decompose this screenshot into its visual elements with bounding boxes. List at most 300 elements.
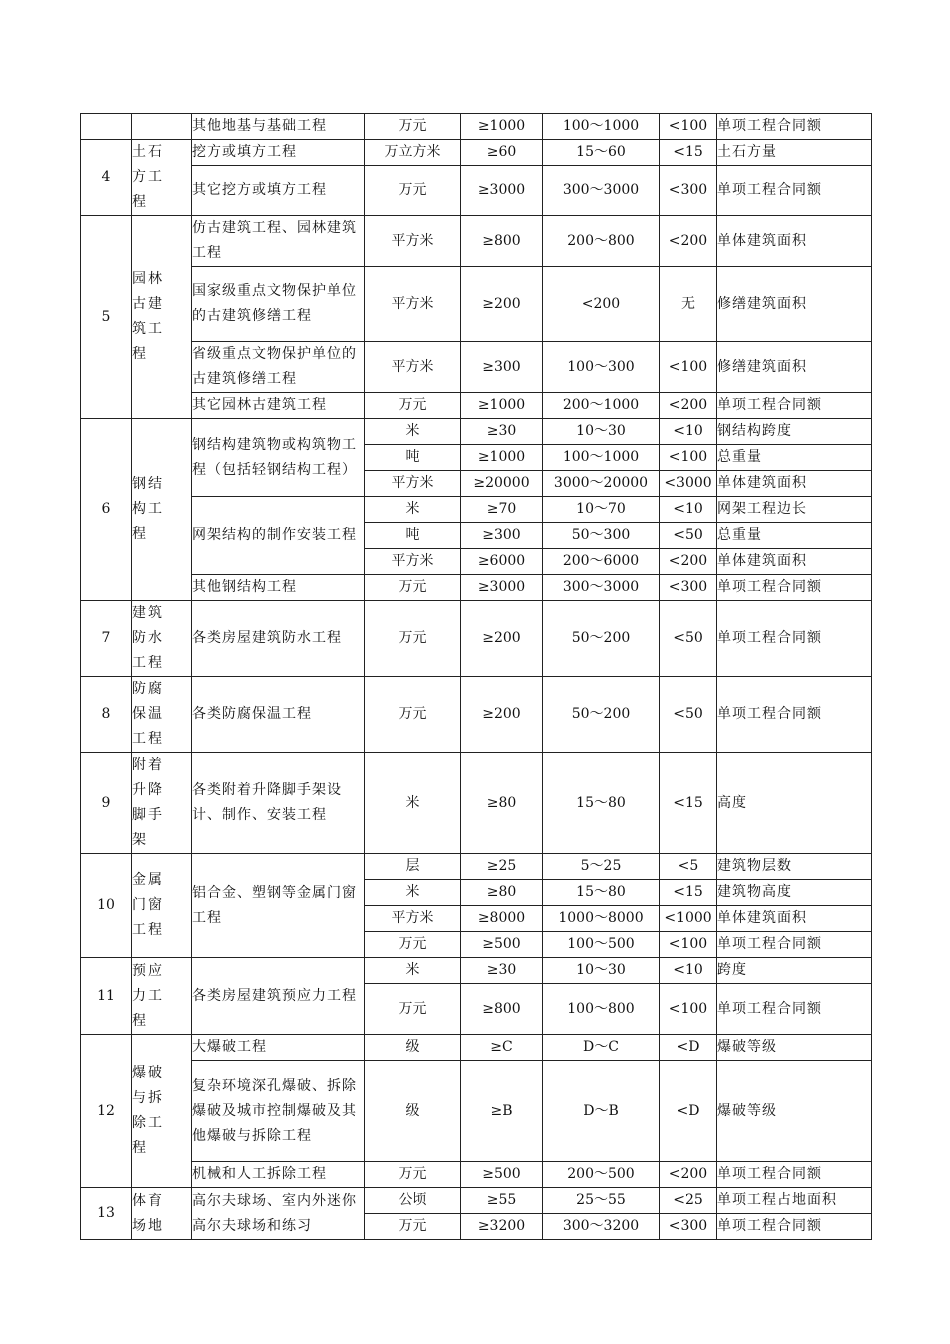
large-scale-cell xyxy=(461,601,543,677)
category-number xyxy=(81,677,132,753)
remark-cell-text: 建筑物高度 xyxy=(717,884,792,900)
category-number xyxy=(81,958,132,1035)
small-scale-cell xyxy=(660,932,717,958)
unit-cell xyxy=(365,1214,461,1240)
medium-scale-cell xyxy=(543,216,660,267)
medium-scale-cell xyxy=(543,1162,660,1188)
unit-cell xyxy=(365,549,461,575)
category-name xyxy=(132,753,192,854)
remark-cell-text: 单项工程合同额 xyxy=(717,936,822,952)
small-scale-cell xyxy=(660,601,717,677)
project-name-text: 铝合金、塑钢等金属门窗工程 xyxy=(192,884,357,926)
small-scale-cell xyxy=(660,267,717,342)
medium-scale-cell-text: 50～300 xyxy=(571,527,631,543)
unit-cell xyxy=(365,114,461,140)
remark-cell-text: 爆破等级 xyxy=(717,1102,777,1119)
category-number-text: 9 xyxy=(101,794,111,811)
medium-scale-cell-text: 300～3200 xyxy=(562,1218,640,1234)
small-scale-cell xyxy=(660,1035,717,1061)
small-scale-cell xyxy=(660,419,717,445)
medium-scale-cell-text: 10～30 xyxy=(576,423,626,439)
unit-cell-text: 万元 xyxy=(398,579,427,595)
remark-cell xyxy=(717,880,872,906)
remark-cell-text: 单项工程合同额 xyxy=(717,182,822,198)
large-scale-cell xyxy=(461,523,543,549)
medium-scale-cell-text: 200～500 xyxy=(567,1166,635,1182)
unit-cell xyxy=(365,140,461,166)
category-number-text: 8 xyxy=(101,706,111,722)
remark-cell xyxy=(717,1061,872,1162)
large-scale-cell xyxy=(461,140,543,166)
category-number xyxy=(81,216,132,419)
small-scale-cell xyxy=(660,958,717,984)
category-number-text: 4 xyxy=(101,169,111,185)
table-row xyxy=(81,267,872,342)
unit-cell xyxy=(365,906,461,932)
category-number xyxy=(81,419,132,601)
medium-scale-cell xyxy=(543,549,660,575)
unit-cell xyxy=(365,342,461,393)
large-scale-cell-text: ≥800 xyxy=(482,1000,521,1017)
small-scale-cell xyxy=(660,1162,717,1188)
large-scale-cell-text: ≥80 xyxy=(486,794,517,811)
small-scale-cell xyxy=(660,1188,717,1214)
large-scale-cell-text: ≥30 xyxy=(486,423,517,439)
project-name xyxy=(192,753,365,854)
medium-scale-cell xyxy=(543,958,660,984)
remark-cell xyxy=(717,523,872,549)
large-scale-cell xyxy=(461,1061,543,1162)
large-scale-cell xyxy=(461,497,543,523)
small-scale-cell-text: <15 xyxy=(673,794,703,811)
remark-cell xyxy=(717,216,872,267)
remark-cell-text: 单体建筑面积 xyxy=(717,232,807,249)
remark-cell xyxy=(717,166,872,216)
category-name-text: 钢结构工程 xyxy=(132,476,164,542)
unit-cell-text: 米 xyxy=(405,884,420,900)
table-row xyxy=(81,601,872,677)
medium-scale-cell-text: 100～500 xyxy=(567,936,635,952)
project-name xyxy=(192,419,365,497)
medium-scale-cell xyxy=(543,393,660,419)
unit-cell xyxy=(365,854,461,880)
remark-cell-text: 单项工程合同额 xyxy=(717,579,822,595)
project-name-text: 国家级重点文物保护单位的古建筑修缮工程 xyxy=(192,283,357,324)
table-row xyxy=(81,1061,872,1162)
unit-cell xyxy=(365,932,461,958)
category-number xyxy=(81,854,132,958)
unit-cell-text: 万元 xyxy=(398,706,427,722)
unit-cell-text: 万元 xyxy=(398,397,427,413)
small-scale-cell-text: <5 xyxy=(677,858,699,874)
small-scale-cell xyxy=(660,216,717,267)
category-number-text: 7 xyxy=(101,630,111,646)
unit-cell xyxy=(365,880,461,906)
small-scale-cell xyxy=(660,471,717,497)
small-scale-cell-text: <50 xyxy=(673,527,703,543)
medium-scale-cell-text: 100～300 xyxy=(567,358,635,375)
category-name-text: 园林古建筑工程 xyxy=(132,271,164,362)
unit-cell-text: 米 xyxy=(405,962,420,978)
unit-cell xyxy=(365,497,461,523)
large-scale-cell xyxy=(461,1214,543,1240)
project-name-text: 其他地基与基础工程 xyxy=(192,118,327,134)
large-scale-cell xyxy=(461,1162,543,1188)
category-number xyxy=(81,753,132,854)
medium-scale-cell-text: 10～70 xyxy=(576,501,626,517)
medium-scale-cell xyxy=(543,471,660,497)
project-name xyxy=(192,1188,365,1240)
unit-cell xyxy=(365,677,461,753)
category-name xyxy=(132,601,192,677)
large-scale-cell-text: ≥8000 xyxy=(477,910,526,926)
remark-cell-text: 单项工程合同额 xyxy=(717,118,822,134)
large-scale-cell xyxy=(461,1035,543,1061)
medium-scale-cell xyxy=(543,497,660,523)
large-scale-cell-text: ≥300 xyxy=(482,358,521,375)
remark-cell xyxy=(717,1162,872,1188)
project-name-text: 大爆破工程 xyxy=(192,1039,267,1055)
large-scale-cell-text: ≥55 xyxy=(486,1192,517,1208)
unit-cell-text: 吨 xyxy=(405,449,420,465)
unit-cell xyxy=(365,984,461,1035)
medium-scale-cell xyxy=(543,1188,660,1214)
project-name-text: 各类附着升降脚手架设计、制作、安装工程 xyxy=(192,782,342,823)
unit-cell-text: 米 xyxy=(405,794,420,811)
project-name-text: 钢结构建筑物或构筑物工程（包括轻钢结构工程） xyxy=(192,436,357,478)
large-scale-cell-text: ≥500 xyxy=(482,936,521,952)
remark-cell xyxy=(717,677,872,753)
project-name-text: 仿古建筑工程、园林建筑工程 xyxy=(192,220,357,261)
category-name xyxy=(132,854,192,958)
medium-scale-cell-text: 50～200 xyxy=(571,706,631,722)
category-name xyxy=(132,958,192,1035)
small-scale-cell xyxy=(660,906,717,932)
large-scale-cell-text: ≥70 xyxy=(486,501,517,517)
small-scale-cell-text: <100 xyxy=(668,449,708,465)
category-name-text: 预应力工程 xyxy=(132,962,164,1029)
small-scale-cell-text: <100 xyxy=(668,118,708,134)
remark-cell-text: 总重量 xyxy=(717,449,762,465)
unit-cell xyxy=(365,1035,461,1061)
project-name xyxy=(192,166,365,216)
category-number-text: 13 xyxy=(97,1205,115,1221)
remark-cell xyxy=(717,393,872,419)
medium-scale-cell xyxy=(543,906,660,932)
small-scale-cell xyxy=(660,393,717,419)
table-row xyxy=(81,1188,872,1214)
large-scale-cell-text: ≥60 xyxy=(486,144,517,160)
project-name xyxy=(192,140,365,166)
large-scale-cell xyxy=(461,984,543,1035)
remark-cell xyxy=(717,906,872,932)
category-name xyxy=(132,1188,192,1240)
remark-cell xyxy=(717,497,872,523)
large-scale-cell xyxy=(461,216,543,267)
small-scale-cell-text: <100 xyxy=(668,1000,708,1017)
remark-cell xyxy=(717,549,872,575)
category-name xyxy=(132,419,192,601)
medium-scale-cell-text: 15～80 xyxy=(576,884,626,900)
small-scale-cell-text: <15 xyxy=(673,884,703,900)
table-row xyxy=(81,497,872,523)
large-scale-cell-text: ≥25 xyxy=(486,858,517,874)
remark-cell-text: 单项工程合同额 xyxy=(717,397,822,413)
project-name-text: 各类房屋建筑预应力工程 xyxy=(192,987,357,1004)
table-row xyxy=(81,958,872,984)
small-scale-cell-text: <15 xyxy=(673,144,703,160)
project-name-text: 挖方或填方工程 xyxy=(192,144,297,160)
category-name-text: 建筑防水工程 xyxy=(132,605,164,671)
large-scale-cell xyxy=(461,342,543,393)
remark-cell-text: 爆破等级 xyxy=(717,1039,777,1055)
large-scale-cell xyxy=(461,854,543,880)
table-row xyxy=(81,419,872,445)
project-name-text: 其他钢结构工程 xyxy=(192,579,297,595)
category-name xyxy=(132,677,192,753)
medium-scale-cell xyxy=(543,575,660,601)
small-scale-cell xyxy=(660,575,717,601)
medium-scale-cell xyxy=(543,166,660,216)
remark-cell-text: 网架工程边长 xyxy=(717,501,807,517)
medium-scale-cell xyxy=(543,932,660,958)
large-scale-cell-text: ≥200 xyxy=(482,295,521,312)
table-row xyxy=(81,677,872,753)
small-scale-cell-text: <200 xyxy=(668,553,708,569)
small-scale-cell xyxy=(660,984,717,1035)
small-scale-cell xyxy=(660,549,717,575)
small-scale-cell xyxy=(660,140,717,166)
small-scale-cell xyxy=(660,854,717,880)
project-name-text: 机械和人工拆除工程 xyxy=(192,1166,327,1182)
medium-scale-cell-text: 100～800 xyxy=(567,1000,635,1017)
category-name-text: 防腐保温工程 xyxy=(132,681,164,747)
large-scale-cell xyxy=(461,267,543,342)
medium-scale-cell-text: 50～200 xyxy=(571,630,631,646)
small-scale-cell xyxy=(660,342,717,393)
unit-cell xyxy=(365,393,461,419)
category-number xyxy=(81,1035,132,1188)
project-name xyxy=(192,958,365,1035)
unit-cell xyxy=(365,445,461,471)
unit-cell-text: 级 xyxy=(405,1102,420,1119)
large-scale-cell-text: ≥3200 xyxy=(477,1218,526,1234)
project-name xyxy=(192,216,365,267)
project-name xyxy=(192,677,365,753)
category-name xyxy=(132,140,192,216)
table-row xyxy=(81,1162,872,1188)
large-scale-cell xyxy=(461,575,543,601)
large-scale-cell-text: ≥6000 xyxy=(477,553,526,569)
small-scale-cell xyxy=(660,880,717,906)
remark-cell xyxy=(717,958,872,984)
unit-cell-text: 平方米 xyxy=(391,358,434,375)
large-scale-cell-text: ≥1000 xyxy=(477,118,526,134)
medium-scale-cell-text: 300～3000 xyxy=(562,579,640,595)
large-scale-cell xyxy=(461,958,543,984)
small-scale-cell-text: <100 xyxy=(668,936,708,952)
project-name-text: 其它园林古建筑工程 xyxy=(192,397,327,413)
large-scale-cell-text: ≥3000 xyxy=(477,182,526,198)
medium-scale-cell-text: 15～60 xyxy=(576,144,626,160)
category-number-text: 12 xyxy=(97,1102,115,1119)
category-number xyxy=(81,601,132,677)
unit-cell xyxy=(365,267,461,342)
unit-cell-text: 万元 xyxy=(398,1166,427,1182)
large-scale-cell xyxy=(461,880,543,906)
large-scale-cell xyxy=(461,677,543,753)
small-scale-cell xyxy=(660,677,717,753)
unit-cell xyxy=(365,166,461,216)
unit-cell xyxy=(365,958,461,984)
category-number xyxy=(81,114,132,140)
large-scale-cell xyxy=(461,1188,543,1214)
unit-cell xyxy=(365,471,461,497)
large-scale-cell-text: ≥B xyxy=(490,1102,513,1119)
remark-cell-text: 总重量 xyxy=(717,527,762,543)
large-scale-cell-text: ≥3000 xyxy=(477,579,526,595)
category-name-text: 土石方工程 xyxy=(132,144,164,210)
remark-cell xyxy=(717,471,872,497)
small-scale-cell-text: <1000 xyxy=(664,910,712,926)
small-scale-cell-text: <10 xyxy=(673,962,703,978)
medium-scale-cell-text: 200～1000 xyxy=(562,397,640,413)
remark-cell-text: 单项工程合同额 xyxy=(717,1166,822,1182)
small-scale-cell-text: <D xyxy=(676,1102,700,1119)
remark-cell-text: 跨度 xyxy=(717,962,747,978)
unit-cell-text: 万元 xyxy=(398,182,427,198)
remark-cell-text: 建筑物层数 xyxy=(717,858,792,874)
unit-cell xyxy=(365,575,461,601)
large-scale-cell xyxy=(461,753,543,854)
category-number-text: 10 xyxy=(97,897,115,913)
medium-scale-cell xyxy=(543,523,660,549)
table-row xyxy=(81,342,872,393)
category-number xyxy=(81,140,132,216)
unit-cell-text: 平方米 xyxy=(391,232,434,249)
small-scale-cell xyxy=(660,166,717,216)
medium-scale-cell-text: 5～25 xyxy=(580,858,622,874)
table-row xyxy=(81,140,872,166)
project-name-text: 各类房屋建筑防水工程 xyxy=(192,630,342,646)
project-name-text: 复杂环境深孔爆破、拆除爆破及城市控制爆破及其他爆破与拆除工程 xyxy=(192,1077,357,1144)
small-scale-cell xyxy=(660,1061,717,1162)
small-scale-cell-text: <200 xyxy=(668,1166,708,1182)
project-name xyxy=(192,1162,365,1188)
small-scale-cell xyxy=(660,445,717,471)
large-scale-cell-text: ≥1000 xyxy=(477,397,526,413)
table-body xyxy=(81,114,872,1240)
large-scale-cell-text: ≥800 xyxy=(482,232,521,249)
large-scale-cell xyxy=(461,419,543,445)
medium-scale-cell xyxy=(543,140,660,166)
remark-cell xyxy=(717,1188,872,1214)
qualification-table xyxy=(80,113,872,1240)
medium-scale-cell xyxy=(543,114,660,140)
remark-cell xyxy=(717,342,872,393)
table-row xyxy=(81,114,872,140)
small-scale-cell-text: <3000 xyxy=(664,475,712,491)
small-scale-cell-text: 无 xyxy=(681,295,695,312)
unit-cell xyxy=(365,1061,461,1162)
large-scale-cell-text: ≥200 xyxy=(482,706,521,722)
remark-cell xyxy=(717,114,872,140)
table-row xyxy=(81,1035,872,1061)
unit-cell-text: 平方米 xyxy=(391,910,434,926)
medium-scale-cell xyxy=(543,854,660,880)
small-scale-cell-text: <D xyxy=(676,1039,700,1055)
table-row xyxy=(81,753,872,854)
unit-cell xyxy=(365,601,461,677)
large-scale-cell xyxy=(461,445,543,471)
small-scale-cell-text: <200 xyxy=(668,232,708,249)
unit-cell-text: 万元 xyxy=(398,1218,427,1234)
project-name-text: 省级重点文物保护单位的古建筑修缮工程 xyxy=(192,346,357,387)
category-name-text: 金属门窗工程 xyxy=(132,872,164,938)
remark-cell-text: 单项工程合同额 xyxy=(717,706,822,722)
small-scale-cell-text: <50 xyxy=(673,706,703,722)
medium-scale-cell-text: 300～3000 xyxy=(562,182,640,198)
medium-scale-cell-text: 3000～20000 xyxy=(553,475,649,491)
small-scale-cell-text: <300 xyxy=(668,1218,708,1234)
unit-cell xyxy=(365,753,461,854)
category-name-text: 爆破与拆除工程 xyxy=(132,1065,164,1156)
large-scale-cell xyxy=(461,932,543,958)
project-name-text: 网架结构的制作安装工程 xyxy=(192,527,357,543)
project-name-text: 高尔夫球场、室内外迷你高尔夫球场和练习 xyxy=(192,1192,357,1234)
category-name xyxy=(132,216,192,419)
remark-cell xyxy=(717,419,872,445)
project-name xyxy=(192,267,365,342)
small-scale-cell-text: <25 xyxy=(673,1192,703,1208)
unit-cell xyxy=(365,419,461,445)
remark-cell xyxy=(717,445,872,471)
category-name-text: 附着升降脚手架 xyxy=(132,757,164,848)
remark-cell-text: 修缮建筑面积 xyxy=(717,358,807,375)
remark-cell-text: 高度 xyxy=(717,794,747,811)
medium-scale-cell-text: D～C xyxy=(583,1039,619,1055)
remark-cell xyxy=(717,575,872,601)
remark-cell-text: 单体建筑面积 xyxy=(717,475,807,491)
remark-cell xyxy=(717,984,872,1035)
remark-cell xyxy=(717,753,872,854)
category-name xyxy=(132,114,192,140)
unit-cell-text: 万元 xyxy=(398,936,427,952)
unit-cell-text: 吨 xyxy=(405,527,420,543)
large-scale-cell xyxy=(461,393,543,419)
project-name xyxy=(192,497,365,575)
medium-scale-cell xyxy=(543,445,660,471)
small-scale-cell-text: <10 xyxy=(673,423,703,439)
remark-cell xyxy=(717,601,872,677)
remark-cell-text: 单项工程占地面积 xyxy=(717,1192,837,1208)
table-row xyxy=(81,854,872,880)
medium-scale-cell-text: 10～30 xyxy=(576,962,626,978)
medium-scale-cell xyxy=(543,677,660,753)
medium-scale-cell xyxy=(543,419,660,445)
remark-cell xyxy=(717,1035,872,1061)
remark-cell-text: 单体建筑面积 xyxy=(717,910,807,926)
large-scale-cell-text: ≥500 xyxy=(482,1166,521,1182)
medium-scale-cell-text: 1000～8000 xyxy=(558,910,644,926)
small-scale-cell xyxy=(660,497,717,523)
small-scale-cell-text: <10 xyxy=(673,501,703,517)
table-row xyxy=(81,575,872,601)
unit-cell-text: 平方米 xyxy=(391,475,434,491)
unit-cell-text: 平方米 xyxy=(391,295,434,312)
project-name xyxy=(192,393,365,419)
unit-cell-text: 平方米 xyxy=(391,553,434,569)
